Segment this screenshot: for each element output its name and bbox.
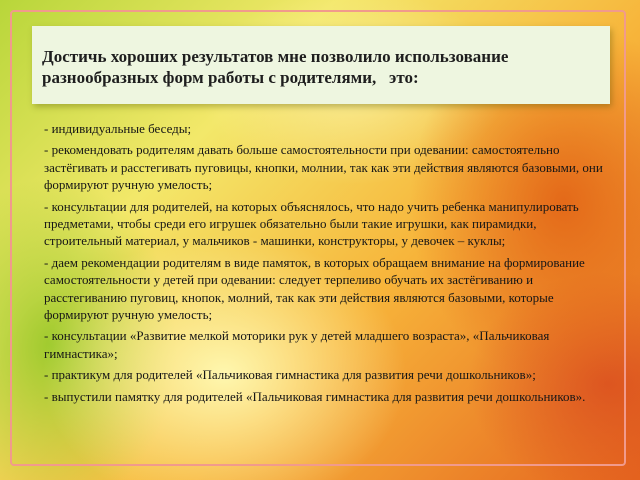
title-box (32, 26, 610, 104)
list-item: - индивидуальные беседы; (44, 121, 192, 136)
list-item: - консультации «Развитие мелкой моторики рук у детей младшего возраста», «Пальчиковая гимнастика»; (44, 328, 550, 361)
list-item: - выпустили памятку для родителей «Пальчиковая гимнастика для развития речи дошкольников». (44, 388, 586, 404)
list-item: - практикум для родителей «Пальчиковая гимнастика для развития речи дошкольников»; (44, 367, 536, 383)
list-item: - консультации для родителей, на которых объяснялось, что надо учить ребенка манипулировать предметами, чтобы среди его игрушек обязательно были такие игрушки, как пирамидки, строительный материал, у мальчиков - машинки, конструкторы, у девочек – куклы; (44, 198, 579, 249)
slide-title (42, 46, 600, 88)
title-line-2: разнообразных форм работы с родителями, это: (42, 68, 419, 87)
list-item: - рекомендовать родителям давать больше самостоятельности при одевании: самостоятельно застёгивать и расстегивать пуговицы, кнопки, молнии, так как эти действия являются базовыми, они формируют ручную умелость; (44, 142, 603, 193)
title-line-1: Достичь хороших результатов мне позволило использование (42, 47, 509, 66)
slide-body (44, 120, 614, 409)
list-item: - даем рекомендации родителям в виде памяток, в которых обращаем внимание на формирование самостоятельности у детей при одевании: следует терпеливо обучать их застёгиванию и расстегиванию пуговиц, кнопок, молний, так как эти действия являются базовыми, которые формируют ручную умелость; (44, 254, 585, 323)
